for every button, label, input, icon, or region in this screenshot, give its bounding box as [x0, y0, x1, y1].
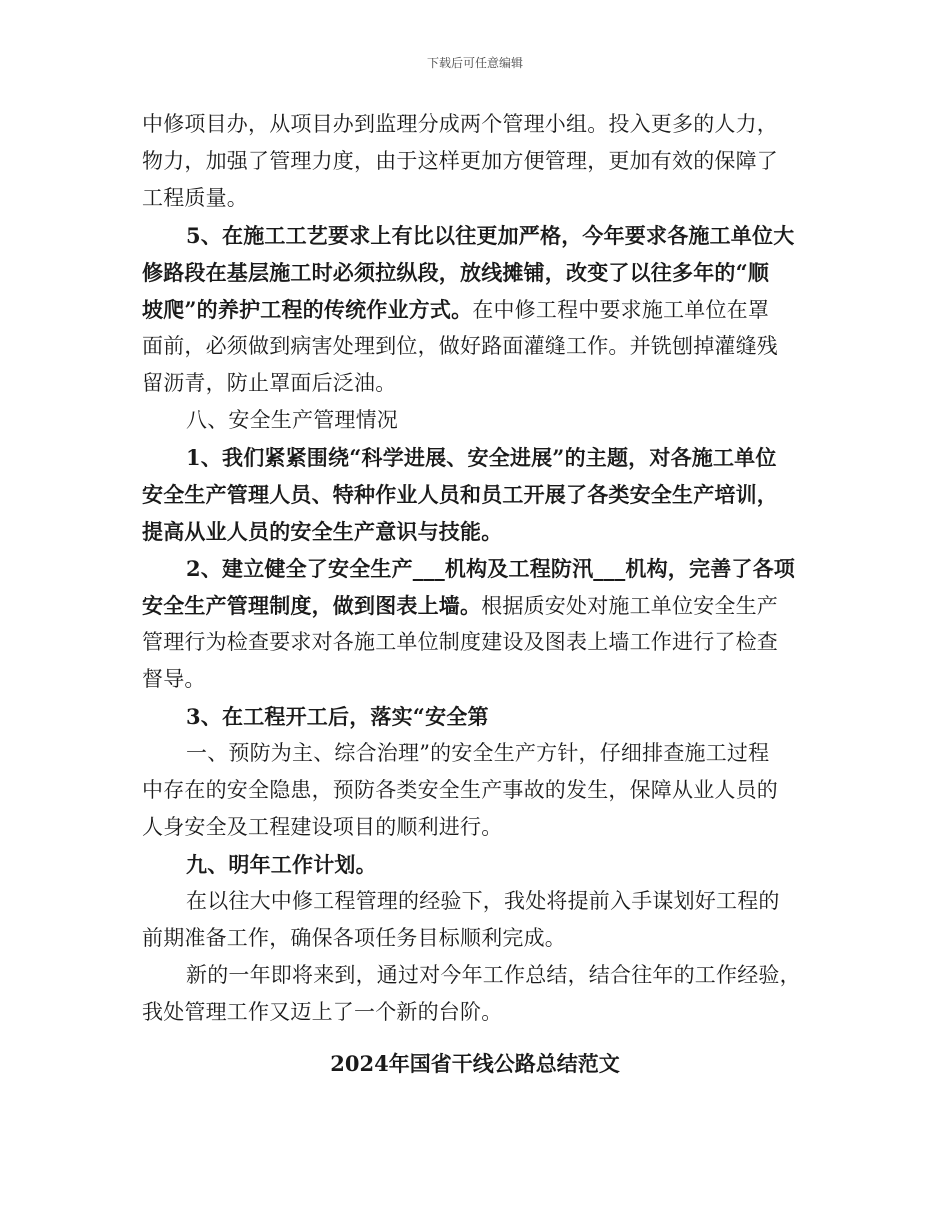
p2-line3-rest: 在中修工程中要求施工单位在罩 [472, 298, 770, 322]
p4-line2-rest: 根据质安处对施工单位安全生产 [481, 594, 779, 618]
p4-line4: 督导。 [142, 667, 206, 691]
p4-line3: 管理行为检查要求对各施工单位制度建设及图表上墙工作进行了检查 [142, 630, 778, 654]
document-body [142, 106, 822, 1031]
p2-line5: 留沥青，防止罩面后泛油。 [142, 371, 397, 395]
p2-line3 [142, 291, 822, 328]
p2-line2: 修路段在基层施工时必须拉纵段，放线摊铺，改变了以往多年的“顺 [142, 260, 770, 285]
page-header: 下载后可任意编辑 [426, 56, 523, 70]
p2-line3-bold: 坡爬”的养护工程的传统作业方式。 [142, 297, 473, 322]
p7-line2: 前期准备工作，确保各项任务目标顺利完成。 [142, 926, 566, 950]
p6-line2: 中存在的安全隐患，预防各类安全生产事故的发生，保障从业人员的 [142, 778, 778, 802]
p3-line1: 1、我们紧紧围绕“科学进展、安全进展”的主题，对各施工单位 [186, 445, 777, 470]
section-heading-9: 九、明年工作计划。 [186, 852, 377, 877]
p3-line2: 安全生产管理人员、特种作业人员和员工开展了各类安全生产培训， [142, 482, 778, 507]
p4-line1: 2、建立健全了安全生产___机构及工程防汛___机构，完善了各项 [186, 556, 796, 581]
section-heading-8: 八、安全生产管理情况 [186, 408, 398, 432]
p4-line2 [142, 587, 822, 624]
p4-line2-bold: 安全生产管理制度，做到图表上墙。 [142, 593, 482, 618]
p1-line3: 工程质量。 [142, 186, 248, 210]
p3-line3: 提高从业人员的安全生产意识与技能。 [142, 519, 503, 544]
p6-line3: 人身安全及工程建设项目的顺利进行。 [142, 815, 503, 839]
p2-line4: 面前，必须做到病害处理到位，做好路面灌缝工作。并铣刨掉灌缝残 [142, 334, 778, 358]
p6-line1: 一、预防为主、综合治理”的安全生产方针，仔细排查施工过程 [186, 741, 770, 765]
document-title: 2024年国省干线公路总结范文 [330, 1051, 620, 1076]
p1-line1: 中修项目办，从项目办到监理分成两个管理小组。投入更多的人力， [142, 112, 778, 136]
p8-line2: 我处管理工作又迈上了一个新的台阶。 [142, 1000, 503, 1024]
p1-line2: 物力，加强了管理力度，由于这样更加方便管理，更加有效的保障了 [142, 149, 778, 173]
p8-line1: 新的一年即将来到，通过对今年工作总结，结合往年的工作经验， [186, 963, 801, 987]
p2-line1: 5、在施工工艺要求上有比以往更加严格，今年要求各施工单位大 [186, 223, 795, 248]
p5-line1: 3、在工程开工后，落实“安全第 [186, 704, 489, 729]
p7-line1: 在以往大中修工程管理的经验下，我处将提前入手谋划好工程的 [186, 889, 780, 913]
